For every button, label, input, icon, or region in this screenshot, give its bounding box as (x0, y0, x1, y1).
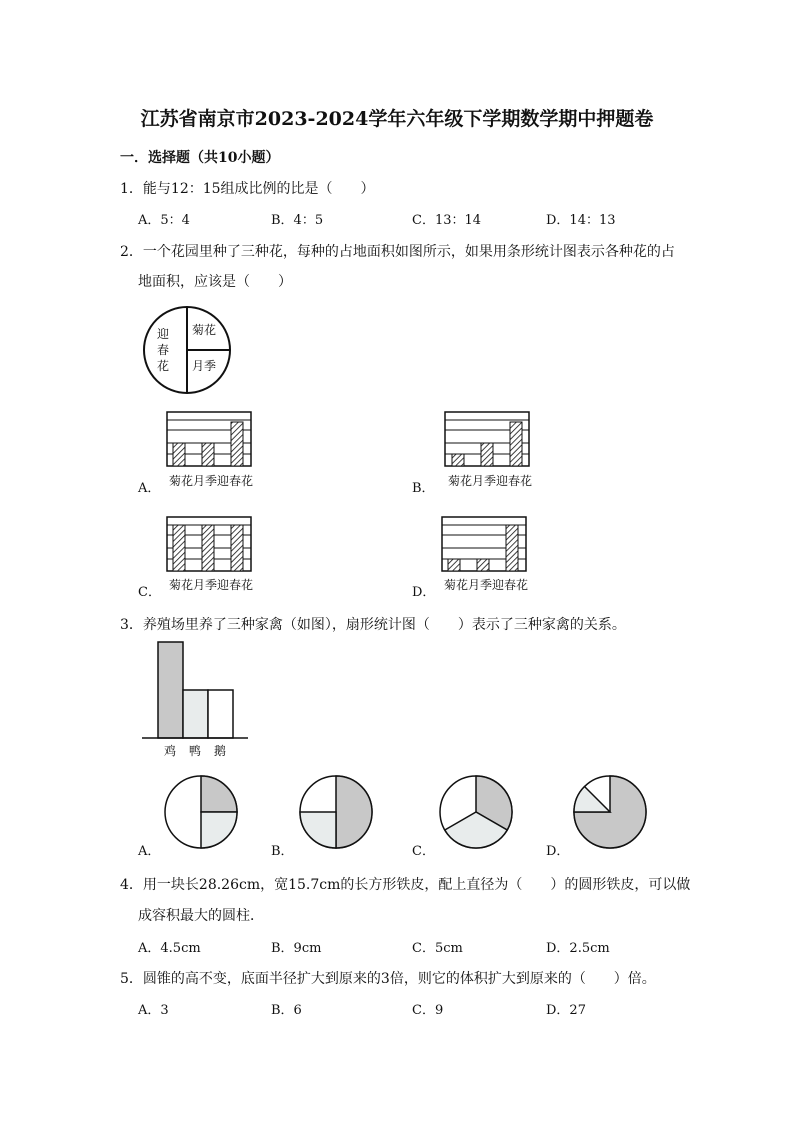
q5-option-d: D．27 (546, 1003, 586, 1018)
q3-bar-duck (183, 690, 208, 738)
q3-option-b-letter: B． (271, 844, 294, 859)
bar-juhua (448, 559, 460, 571)
q2-option-d-letter: D． (412, 585, 436, 600)
bar-yueji (481, 443, 493, 466)
q5-option-b: B．6 (271, 1003, 302, 1018)
q2-option-c-chart (165, 515, 255, 573)
q4-option-a: A．4.5cm (138, 941, 201, 956)
q2-option-b-axis: 菊花月季迎春花 (448, 474, 533, 488)
q4-option-b: B．9cm (271, 941, 322, 956)
q2-option-a-letter: A． (138, 481, 161, 496)
q3-option-a-letter: A． (138, 844, 161, 859)
q1-option-a: A．5：4 (138, 213, 190, 228)
q2-option-a-chart (165, 410, 255, 468)
section-heading: 一．选择题（共10小题） (120, 150, 280, 166)
q3-option-b-pie (298, 772, 378, 852)
bar-yueji (477, 559, 489, 571)
bar-yingchunhua (231, 422, 243, 466)
q5-option-a: A．3 (138, 1003, 169, 1018)
q3-option-c-letter: C． (412, 844, 435, 859)
bar-yingchunhua (231, 525, 243, 571)
q3-stem: 3．养殖场里养了三种家禽（如图），扇形统计图（ ）表示了三种家禽的关系。 (120, 617, 626, 633)
q2-option-d-chart (440, 515, 530, 573)
bar-yingchunhua (506, 525, 518, 571)
q2-option-d-axis: 菊花月季迎春花 (444, 578, 529, 592)
q4-option-d: D．2.5cm (546, 941, 610, 956)
q3-label-chicken: 鸡 (164, 744, 177, 758)
bar-juhua (173, 525, 185, 571)
q3-label-goose: 鹅 (214, 744, 227, 758)
q2-option-b-chart (443, 410, 533, 468)
q4-option-c: C．5cm (412, 941, 463, 956)
q3-option-d-pie (572, 772, 652, 852)
bar-yueji (202, 525, 214, 571)
q3-bar-figure (140, 640, 250, 745)
q3-option-a-pie (163, 772, 243, 852)
q2-pie-label-juhua: 菊花 (192, 323, 217, 337)
q2-pie-label-yingchunhua: 迎春花 (157, 327, 170, 373)
q3-option-c-pie (438, 772, 518, 852)
q5-option-c: C．9 (412, 1003, 444, 1018)
q4-stem-line1: 4．用一块长28.26cm，宽15.7cm的长方形铁皮，配上直径为（ ）的圆形铁皮，可以做 (120, 877, 691, 893)
q2-option-b-letter: B． (412, 481, 435, 496)
bar-juhua (452, 454, 464, 466)
q1-option-c: C．13：14 (412, 213, 482, 228)
q2-stem-line1: 2．一个花园里种了三种花，每种的占地面积如图所示，如果用条形统计图表示各种花的占 (120, 244, 675, 260)
q3-option-d-letter: D． (546, 844, 570, 859)
q3-bar-chicken (158, 642, 183, 738)
q2-pie-label-yueji: 月季 (192, 359, 217, 373)
q1-option-d: D．14：13 (546, 213, 616, 228)
q1-option-b: B．4：5 (271, 213, 324, 228)
q1-stem: 1．能与12：15组成比例的比是（ ） (120, 181, 375, 197)
q2-option-c-axis: 菊花月季迎春花 (169, 578, 254, 592)
q2-option-c-letter: C． (138, 585, 161, 600)
q3-bar-goose (208, 690, 233, 738)
q5-stem: 5．圆锥的高不变，底面半径扩大到原来的3倍，则它的体积扩大到原来的（ ）倍。 (120, 971, 656, 987)
q4-stem-line2: 成容积最大的圆柱． (138, 908, 264, 924)
q2-option-a-axis: 菊花月季迎春花 (169, 474, 254, 488)
q2-stem-line2: 地面积，应该是（ ） (138, 274, 292, 290)
q2-pie-figure (140, 300, 240, 400)
bar-yueji (202, 443, 214, 466)
bar-yingchunhua (510, 422, 522, 466)
q3-label-duck: 鸭 (189, 744, 202, 758)
page-title: 江苏省南京市2023-2024学年六年级下学期数学期中押题卷 (140, 108, 654, 130)
bar-juhua (173, 443, 185, 466)
